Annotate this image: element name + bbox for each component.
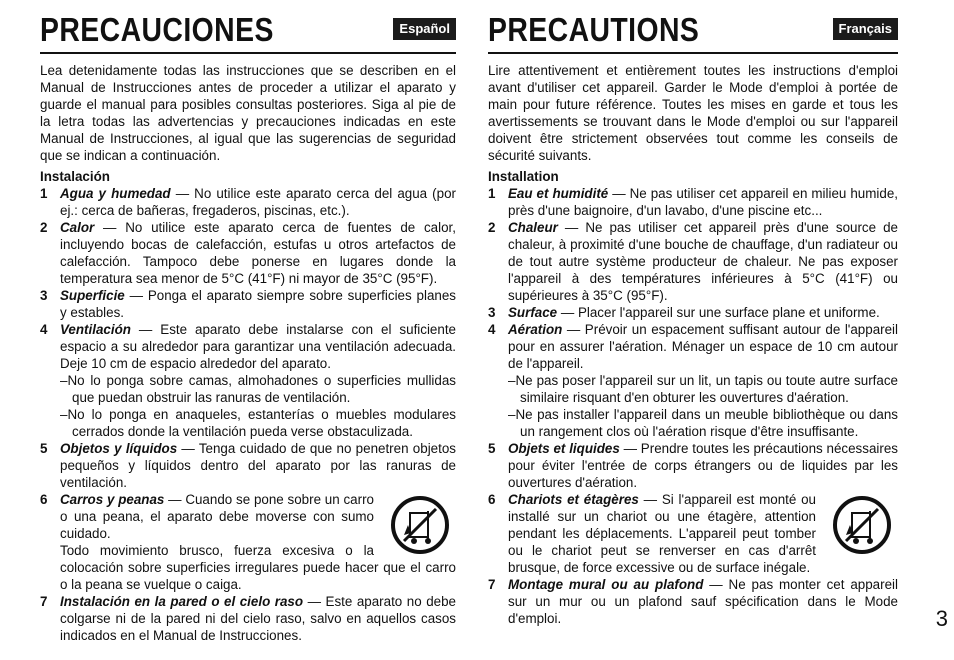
spanish-intro: Lea detenidamente todas las instrucciones que se describen en el Manual de Instrucciones antes de proceder a utilizar el aparato y guarde el manual para posibles consultas posteriores. Siga al pie de la letra todas las advertencias y precauciones indicadas en este Manual de Instrucciones, al igual que las sugerencias de seguridad que se indican a continuación. (40, 63, 456, 163)
list-item: 7 Montage mural ou au plafond — Ne pas monter cet appareil sur un mur ou un plafond sauf spécification dans le Mode d'emploi. (488, 577, 898, 626)
french-language-badge: Français (833, 18, 898, 40)
french-list (488, 185, 898, 627)
list-item: 5 Objetos y líquidos — Tenga cuidado de que no penetren objetos pequeños y líquidos dentro del aparato por las ranuras de ventilación. (40, 441, 456, 490)
french-intro: Lire attentivement et entièrement toutes les instructions d'emploi avant d'utiliser cet appareil. Garder le Mode d'emploi à portée de main pour future référence. Toutes les mises en garde et tous les avertissements se trouvant dans le Mode d'emploi ou sur l'appareil doivent être strictement observées tout comme les conseils de sécurité suivants. (488, 63, 898, 163)
french-section-heading: Installation (488, 169, 559, 184)
list-item: 4 Ventilación — Este aparato debe instalarse con el suficiente espacio a su alrededor para garantizar una ventilación adecuada. Deje 10 cm de espacio alrededor del aparato. –No lo ponga sobre camas, almohadones o superficies mullidas que puedan obstruir las ranuras de ventilación. –No lo ponga en anaqueles, estanterías o muebles modulares cerrados donde la ventilación pueda verse obstaculizada. (40, 322, 456, 439)
spanish-list (40, 185, 456, 644)
list-item: 6 Chariots et étagères — Si l'appareil est monté ou installé sur un chariot ou une étagère, attention pendant les déplacements. L'appareil peut tomber ou le chariot peut se renverser en cas d'arrêt brusque, de force excessive ou de surface inégale. (488, 491, 898, 576)
dash-note: –No lo ponga sobre camas, almohadones o superficies mullidas que puedan obstruir las ranuras de ventilación. (60, 373, 456, 405)
spanish-language-badge: Español (393, 18, 456, 40)
list-item: 7 Instalación en la pared o el cielo raso — Este aparato no debe colgarse ni de la pared ni del cielo raso, salvo en aquellos casos indicados en el Manual de Instrucciones. (40, 594, 456, 643)
list-item: 2 Chaleur — Ne pas utiliser cet appareil près d'une source de chaleur, à proximité d'une bouche de chauffage, d'un radiateur ou de tout autre système producteur de chaleur. Ne pas exposer l'appareil à des températures inférieures à 5°C (41°F) ou supérieures à 35°C (95°F). (488, 220, 898, 303)
list-item: 5 Objets et liquides — Prendre toutes les précautions nécessaires pour éviter l'entrée de corps étrangers ou de liquides par les ouvertures d'aération. (488, 441, 898, 490)
dash-note: –No lo ponga en anaqueles, estanterías o muebles modulares cerrados donde la ventilación pueda verse obstaculizada. (60, 407, 456, 439)
item-extra-text: Todo movimiento brusco, fuerza excesiva o la colocación sobre superficies irregulares puede hacer que el carro o la peana se vuelque o caiga. (60, 543, 456, 592)
list-item: 3 Surface — Placer l'appareil sur une surface plane et uniforme. (488, 305, 880, 320)
dash-note: –Ne pas installer l'appareil dans un meuble bibliothèque ou dans un rangement clos où l'aération risque d'être insuffisante. (508, 407, 898, 439)
cart-warning-icon (832, 495, 892, 555)
list-item: 6 Carros y peanas — Cuando se pone sobre un carro o una peana, el aparato debe moverse con sumo cuidado. Todo movimiento brusco, fuerza excesiva o la colocación sobre superficies irregulares puede hacer que el carro o la peana se vuelque o caiga. (40, 492, 456, 592)
list-item: 3 Superficie — Ponga el aparato siempre sobre superficies planes y estables. (40, 288, 456, 320)
list-item: 1 Eau et humidité — Ne pas utiliser cet appareil en milieu humide, près d'une baignoire, d'un lavabo, d'une piscine etc... (488, 186, 898, 218)
spanish-section-heading: Instalación (40, 169, 110, 184)
list-item: 4 Aération — Prévoir un espacement suffisant autour de l'appareil pour en assurer l'aération. Ménager un espace de 10 cm autour de l'appareil. –Ne pas poser l'appareil sur un lit, un tapis ou toute autre surface similaire risquant d'en obturer les ouvertures d'aération. –Ne pas installer l'appareil dans un meuble bibliothèque ou dans un rangement clos où l'aération risque d'être insuffisante. (488, 322, 898, 439)
page-number: 3 (935, 606, 948, 631)
spanish-header (40, 11, 456, 54)
spanish-title: PRECAUCIONES (40, 11, 274, 48)
french-header (488, 11, 898, 54)
spanish-column (40, 11, 456, 644)
french-column (488, 11, 898, 627)
dash-note: –Ne pas poser l'appareil sur un lit, un tapis ou toute autre surface similaire risquant d'en obturer les ouvertures d'aération. (508, 373, 898, 405)
french-title: PRECAUTIONS (488, 11, 700, 48)
list-item: 1 Agua y humedad — No utilice este aparato cerca del agua (por ej.: cerca de bañeras, fregaderos, piscinas, etc.). (40, 186, 456, 218)
list-item: 2 Calor — No utilice este aparato cerca de fuentes de calor, incluyendo bocas de calefacción, estufas u otros artefactos de calefacción. Tampoco debe ponerse en lugares donde la temperatura sea menor de 5°C (41°F) ni mayor de 35°C (95°F). (40, 220, 456, 286)
cart-warning-icon (390, 495, 450, 555)
